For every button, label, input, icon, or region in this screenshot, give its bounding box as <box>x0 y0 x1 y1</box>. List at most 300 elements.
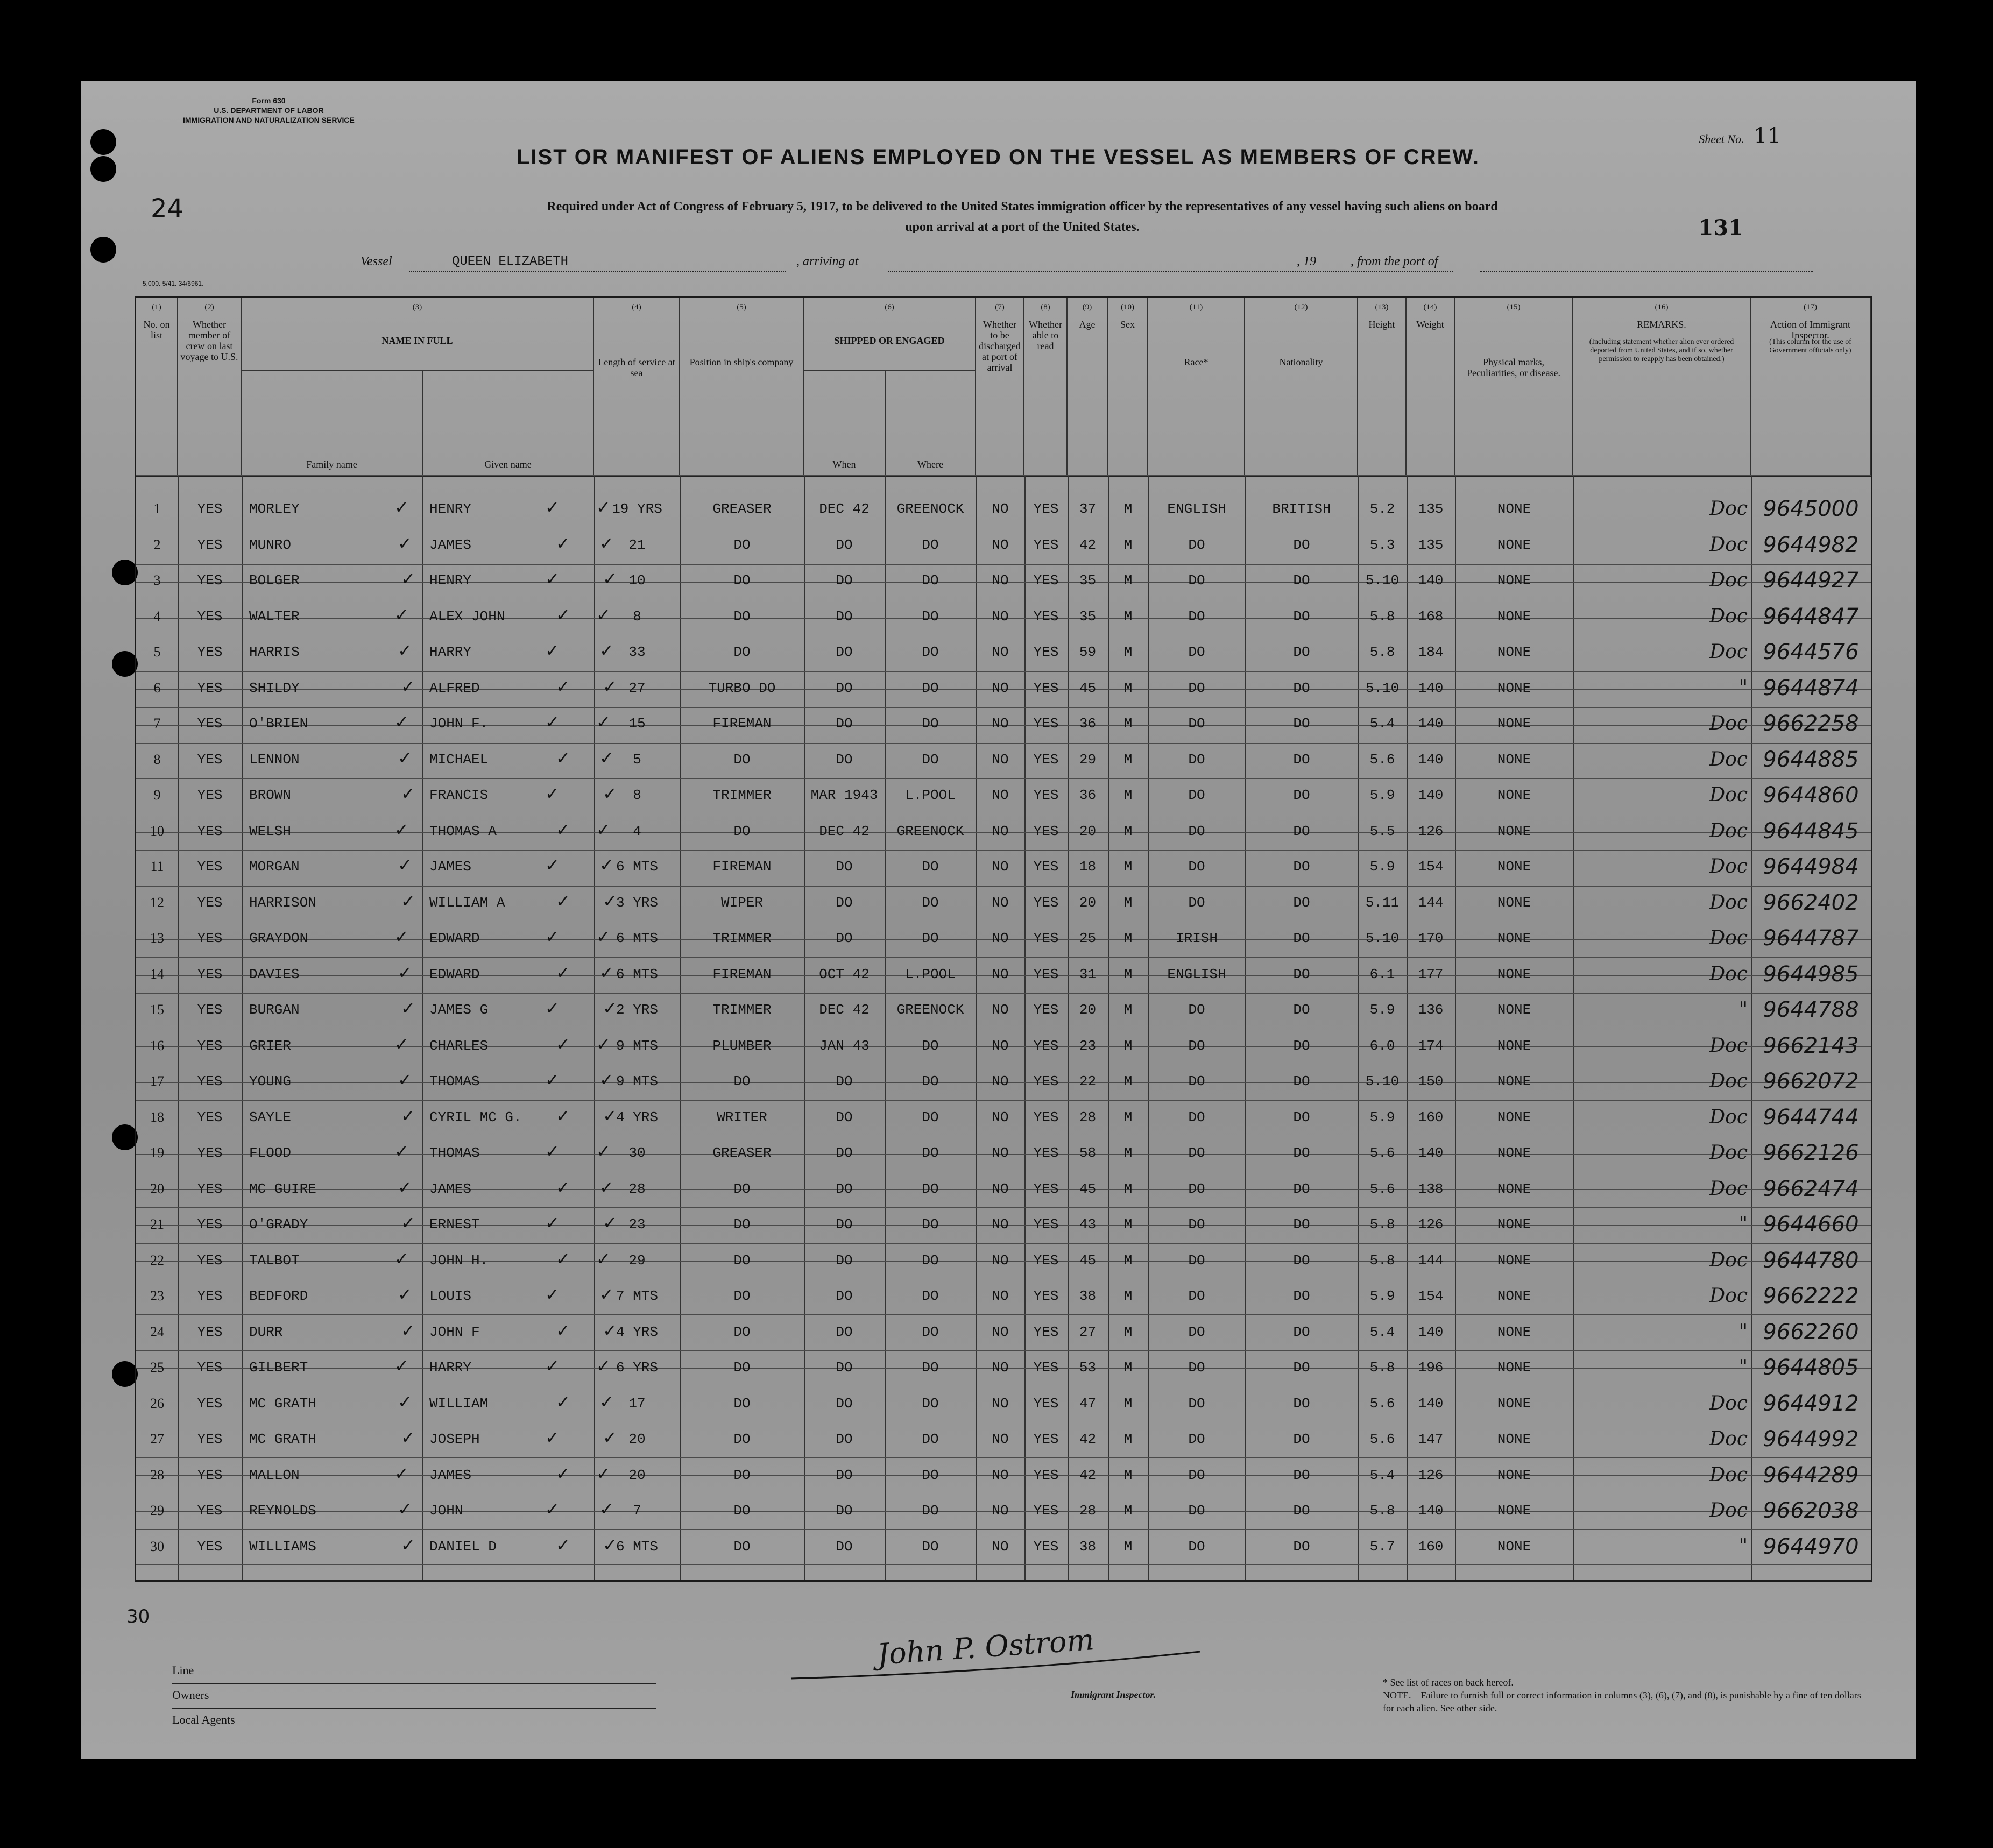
check-mark-icon: ✓ <box>394 497 409 518</box>
col-sex: M <box>1123 966 1133 982</box>
col-marks: NONE <box>1497 1360 1531 1376</box>
col-action: 9644874 <box>1763 675 1859 700</box>
col-height: 5.9 <box>1369 859 1395 875</box>
col-service: 9 MTS <box>616 1073 658 1089</box>
col-crew: YES <box>197 1073 223 1089</box>
column-number: (9) <box>1082 303 1092 311</box>
col-crew: YES <box>197 679 223 696</box>
col-marks: NONE <box>1497 859 1531 875</box>
col-weight: 140 <box>1418 1395 1444 1412</box>
column-label: Sex <box>1120 319 1135 330</box>
col-marks: NONE <box>1497 572 1531 589</box>
col-nationality: DO <box>1293 536 1310 553</box>
col-remarks: Doc <box>1709 605 1748 627</box>
col-age: 20 <box>1079 823 1097 839</box>
col-discharged: NO <box>992 1323 1009 1340</box>
col-service: 6 YRS <box>616 1360 658 1376</box>
col-sex: M <box>1123 1323 1133 1340</box>
col-when: DO <box>836 1538 853 1555</box>
col-weight: 154 <box>1418 1288 1444 1304</box>
col-family: BEDFORD <box>249 1288 308 1304</box>
check-mark-icon: ✓ <box>394 1463 409 1484</box>
col-no: 6 <box>153 679 161 696</box>
col-discharged: NO <box>992 787 1009 803</box>
col-discharged: NO <box>992 501 1009 517</box>
column-label: Physical marks, Peculiarities, or disease. <box>1467 357 1560 378</box>
department-name: U.S. DEPARTMENT OF LABOR <box>214 106 324 115</box>
col-when: DO <box>836 1180 853 1197</box>
col-race: DO <box>1188 608 1205 625</box>
col-crew: YES <box>197 1467 223 1483</box>
col-height: 5.8 <box>1369 608 1395 625</box>
col-where: DO <box>922 716 939 732</box>
table-row <box>136 527 1871 563</box>
check-mark-icon: ✓ <box>545 855 560 875</box>
col-race: DO <box>1188 1503 1205 1519</box>
column-number: (6) <box>885 303 894 311</box>
col-race: DO <box>1188 859 1205 875</box>
col-no: 10 <box>150 823 164 839</box>
col-remarks: Doc <box>1709 1106 1748 1128</box>
col-age: 31 <box>1079 966 1097 982</box>
col-read: YES <box>1033 572 1059 589</box>
col-discharged: NO <box>992 1467 1009 1483</box>
col-when: DEC 42 <box>819 501 870 517</box>
year-label: , 19 <box>1297 254 1316 268</box>
col-when: DO <box>836 1323 853 1340</box>
col-weight: 126 <box>1418 823 1444 839</box>
column-sub-label: Family name <box>306 459 357 470</box>
table-row <box>136 670 1871 706</box>
col-race: DO <box>1188 716 1205 732</box>
col-position: DO <box>733 1431 751 1447</box>
col-where: DO <box>922 608 939 625</box>
col-race: DO <box>1188 1145 1205 1161</box>
col-race: DO <box>1188 536 1205 553</box>
col-action: 9644845 <box>1763 818 1859 844</box>
col-position: TRIMMER <box>712 930 772 946</box>
col-position: DO <box>733 1288 751 1304</box>
header-col-3 <box>242 298 594 475</box>
col-action: 9644289 <box>1763 1462 1859 1488</box>
page-number: 131 <box>1698 215 1743 240</box>
col-race: DO <box>1188 1467 1205 1483</box>
col-action: 9662126 <box>1763 1141 1859 1165</box>
col-given: HENRY <box>429 501 472 517</box>
col-age: 58 <box>1079 1145 1097 1161</box>
col-remarks: Doc <box>1709 1428 1748 1450</box>
column-number: (4) <box>632 303 641 311</box>
col-crew: YES <box>197 751 223 768</box>
table-row <box>136 849 1871 885</box>
header-col-4 <box>594 298 680 475</box>
col-when: DO <box>836 644 853 660</box>
check-mark-icon: ✓ <box>401 1105 415 1126</box>
check-mark-icon: ✓ <box>545 497 560 518</box>
col-marks: NONE <box>1497 1503 1531 1519</box>
col-when: DO <box>836 1073 853 1089</box>
col-given: JAMES <box>429 1180 472 1197</box>
col-age: 43 <box>1079 1216 1097 1233</box>
col-age: 35 <box>1079 608 1097 625</box>
check-mark-icon: ✓ <box>599 855 614 875</box>
binder-hole <box>112 651 138 677</box>
arriving-underline <box>888 271 1453 272</box>
col-no: 30 <box>150 1538 164 1554</box>
check-mark-icon: ✓ <box>596 1033 611 1054</box>
manifest-table <box>135 296 1872 1582</box>
col-when: DO <box>836 572 853 589</box>
col-weight: 138 <box>1418 1180 1444 1197</box>
col-no: 7 <box>153 716 161 731</box>
col-read: YES <box>1033 859 1059 875</box>
check-mark-icon: ✓ <box>556 533 570 554</box>
col-marks: NONE <box>1497 1252 1531 1269</box>
col-when: DO <box>836 1431 853 1447</box>
col-position: DO <box>733 1216 751 1233</box>
col-weight: 140 <box>1418 716 1444 732</box>
col-remarks: " <box>1738 999 1748 1021</box>
col-height: 5.8 <box>1369 1216 1395 1233</box>
col-service: 2 YRS <box>616 1002 658 1018</box>
col-nationality: DO <box>1293 930 1310 946</box>
column-label: Whether able to read <box>1029 319 1062 351</box>
col-remarks: Doc <box>1709 891 1748 914</box>
col-read: YES <box>1033 501 1059 517</box>
col-when: DO <box>836 1467 853 1483</box>
col-family: GILBERT <box>249 1360 308 1376</box>
col-read: YES <box>1033 536 1059 553</box>
col-crew: YES <box>197 1360 223 1376</box>
sheet-number-label: Sheet No. <box>1699 132 1744 146</box>
table-row <box>136 813 1871 849</box>
check-mark-icon: ✓ <box>545 1284 560 1305</box>
col-marks: NONE <box>1497 608 1531 625</box>
check-mark-icon: ✓ <box>545 569 560 589</box>
col-action: 9644744 <box>1763 1104 1859 1130</box>
col-discharged: NO <box>992 1145 1009 1161</box>
col-where: DO <box>922 1395 939 1412</box>
penalty-note: NOTE.—Failure to furnish full or correct information in columns (3), (6), (7), and (8), is punishable by a fine of ten dollars for each alien. See other side. <box>1383 1690 1861 1714</box>
col-marks: NONE <box>1497 679 1531 696</box>
col-given: HENRY <box>429 572 472 589</box>
check-mark-icon: ✓ <box>596 926 611 947</box>
check-mark-icon: ✓ <box>398 747 412 768</box>
table-row <box>136 706 1871 742</box>
col-height: 6.1 <box>1369 966 1395 982</box>
col-race: DO <box>1188 1360 1205 1376</box>
col-when: DO <box>836 859 853 875</box>
form-number: Form 630 <box>252 96 286 105</box>
col-discharged: NO <box>992 1431 1009 1447</box>
col-discharged: NO <box>992 1216 1009 1233</box>
col-when: JAN 43 <box>819 1037 870 1054</box>
col-discharged: NO <box>992 1538 1009 1555</box>
col-height: 5.9 <box>1369 787 1395 803</box>
column-label: Age <box>1079 319 1096 330</box>
col-age: 36 <box>1079 787 1097 803</box>
col-discharged: NO <box>992 679 1009 696</box>
col-weight: 170 <box>1418 930 1444 946</box>
col-marks: NONE <box>1497 894 1531 911</box>
col-no: 13 <box>150 930 164 946</box>
col-action: 9662143 <box>1763 1033 1859 1058</box>
col-age: 42 <box>1079 536 1097 553</box>
col-crew: YES <box>197 1395 223 1412</box>
check-mark-icon: ✓ <box>394 819 409 840</box>
col-when: DO <box>836 716 853 732</box>
col-height: 5.7 <box>1369 1538 1395 1555</box>
col-weight: 135 <box>1418 501 1444 517</box>
check-mark-icon: ✓ <box>556 962 570 983</box>
binder-hole <box>112 1361 138 1387</box>
check-mark-icon: ✓ <box>394 604 409 625</box>
check-mark-icon: ✓ <box>603 890 617 911</box>
table-row <box>136 491 1871 527</box>
column-label: Nationality <box>1279 357 1323 367</box>
col-sex: M <box>1123 1145 1133 1161</box>
check-mark-icon: ✓ <box>394 1248 409 1269</box>
col-where: DO <box>922 1323 939 1340</box>
col-given: HARRY <box>429 1360 472 1376</box>
col-weight: 147 <box>1418 1431 1444 1447</box>
col-nationality: DO <box>1293 1109 1310 1125</box>
col-where: GREENOCK <box>896 1002 964 1018</box>
table-row <box>136 1207 1871 1243</box>
column-number: (14) <box>1423 303 1437 311</box>
col-nationality: DO <box>1293 1288 1310 1304</box>
col-height: 5.8 <box>1369 1503 1395 1519</box>
col-no: 21 <box>150 1216 164 1232</box>
col-remarks: Doc <box>1709 927 1748 949</box>
col-given: MICHAEL <box>429 751 489 768</box>
subtitle-line-2: upon arrival at a port of the United States. <box>905 220 1140 234</box>
column-label: Height <box>1368 319 1395 330</box>
check-mark-icon: ✓ <box>556 1391 570 1412</box>
subtitle-line-1: Required under Act of Congress of February 5, 1917, to be delivered to the United States immigration officer by the representatives of any vessel having such aliens on board <box>547 200 1498 214</box>
table-row <box>136 1421 1871 1457</box>
column-number: (5) <box>737 303 746 311</box>
bottom-handwriting: 30 <box>126 1606 150 1627</box>
col-read: YES <box>1033 1503 1059 1519</box>
col-sex: M <box>1123 1002 1133 1018</box>
check-mark-icon: ✓ <box>599 1391 614 1412</box>
col-weight: 168 <box>1418 608 1444 625</box>
col-service: 8 <box>633 787 641 803</box>
check-mark-icon: ✓ <box>545 640 560 661</box>
col-remarks: " <box>1738 676 1748 699</box>
check-mark-icon: ✓ <box>545 783 560 804</box>
port-label: , from the port of <box>1351 254 1438 268</box>
col-weight: 184 <box>1418 644 1444 660</box>
header-col-10 <box>1108 298 1148 475</box>
check-mark-icon: ✓ <box>599 962 614 983</box>
col-when: DO <box>836 930 853 946</box>
header-col-5 <box>680 298 804 475</box>
col-given: LOUIS <box>429 1288 472 1304</box>
header-col-15 <box>1455 298 1573 475</box>
col-where: DO <box>922 1538 939 1555</box>
col-crew: YES <box>197 536 223 553</box>
col-discharged: NO <box>992 1073 1009 1089</box>
col-age: 20 <box>1079 894 1097 911</box>
col-when: DO <box>836 751 853 768</box>
col-sex: M <box>1123 823 1133 839</box>
col-remarks: Doc <box>1709 784 1748 806</box>
header-col-8 <box>1024 298 1068 475</box>
col-age: 38 <box>1079 1538 1097 1555</box>
col-sex: M <box>1123 608 1133 625</box>
col-sex: M <box>1123 1395 1133 1412</box>
col-age: 18 <box>1079 859 1097 875</box>
col-race: DO <box>1188 751 1205 768</box>
col-family: REYNOLDS <box>249 1503 316 1519</box>
col-remarks: Doc <box>1709 819 1748 842</box>
col-position: TURBO DO <box>708 679 776 696</box>
col-no: 20 <box>150 1180 164 1196</box>
check-mark-icon: ✓ <box>398 640 412 661</box>
col-weight: 140 <box>1418 1145 1444 1161</box>
col-read: YES <box>1033 1323 1059 1340</box>
col-action: 9644885 <box>1763 747 1859 772</box>
col-weight: 140 <box>1418 572 1444 589</box>
col-height: 6.0 <box>1369 1037 1395 1054</box>
col-nationality: DO <box>1293 1503 1310 1519</box>
col-age: 23 <box>1079 1037 1097 1054</box>
col-age: 28 <box>1079 1503 1097 1519</box>
column-number: (12) <box>1294 303 1308 311</box>
col-sex: M <box>1123 930 1133 946</box>
col-where: DO <box>922 1467 939 1483</box>
col-race: DO <box>1188 679 1205 696</box>
col-weight: 135 <box>1418 536 1444 553</box>
check-mark-icon: ✓ <box>401 569 415 589</box>
col-family: SAYLE <box>249 1109 292 1125</box>
col-family: GRAYDON <box>249 930 308 946</box>
col-read: YES <box>1033 1431 1059 1447</box>
check-mark-icon: ✓ <box>603 783 617 804</box>
col-nationality: DO <box>1293 823 1310 839</box>
column-note: (This column for the use of Government officials only) <box>1769 338 1851 355</box>
col-nationality: DO <box>1293 1323 1310 1340</box>
table-row <box>136 1457 1871 1493</box>
col-action: 9644847 <box>1763 604 1859 629</box>
check-mark-icon: ✓ <box>398 1499 412 1519</box>
col-action: 9644984 <box>1763 854 1859 879</box>
col-position: GREASER <box>712 1145 772 1161</box>
col-age: 53 <box>1079 1360 1097 1376</box>
check-mark-icon: ✓ <box>596 1141 611 1162</box>
binder-hole <box>112 1124 138 1150</box>
col-where: DO <box>922 572 939 589</box>
col-age: 25 <box>1079 930 1097 946</box>
col-sex: M <box>1123 859 1133 875</box>
col-when: DO <box>836 1360 853 1376</box>
col-crew: YES <box>197 644 223 660</box>
column-number: (8) <box>1041 303 1050 311</box>
col-service: 3 YRS <box>616 894 658 911</box>
col-no: 26 <box>150 1395 164 1411</box>
col-read: YES <box>1033 1109 1059 1125</box>
col-age: 47 <box>1079 1395 1097 1412</box>
col-nationality: DO <box>1293 1180 1310 1197</box>
col-sex: M <box>1123 716 1133 732</box>
col-age: 35 <box>1079 572 1097 589</box>
col-position: DO <box>733 1360 751 1376</box>
col-where: DO <box>922 930 939 946</box>
column-label: No. on list <box>143 319 170 341</box>
column-note: (Including statement whether alien ever ordered deported from United States, and if so, whether permission to reapply has been obtained.) <box>1589 338 1734 363</box>
col-given: JOHN F. <box>429 716 489 732</box>
col-marks: NONE <box>1497 1109 1531 1125</box>
col-age: 45 <box>1079 679 1097 696</box>
col-crew: YES <box>197 572 223 589</box>
vessel-name: QUEEN ELIZABETH <box>452 254 569 269</box>
table-row <box>136 1100 1871 1136</box>
col-nationality: DO <box>1293 1002 1310 1018</box>
col-no: 25 <box>150 1360 164 1375</box>
col-given: THOMAS <box>429 1145 480 1161</box>
col-crew: YES <box>197 501 223 517</box>
col-crew: YES <box>197 1180 223 1197</box>
col-given: ALEX JOHN <box>429 608 505 625</box>
table-row <box>136 742 1871 778</box>
column-label: Whether member of crew on last voyage to U.S. <box>180 319 238 362</box>
col-family: MC GUIRE <box>249 1180 316 1197</box>
col-given: EDWARD <box>429 966 480 982</box>
col-given: THOMAS A <box>429 823 497 839</box>
table-row <box>136 1243 1871 1279</box>
col-no: 9 <box>153 787 161 803</box>
col-marks: NONE <box>1497 1395 1531 1412</box>
check-mark-icon: ✓ <box>599 747 614 768</box>
header-col-12 <box>1245 298 1358 475</box>
local-agents-label: Local Agents <box>172 1713 235 1726</box>
col-race: DO <box>1188 1037 1205 1054</box>
col-race: DO <box>1188 1288 1205 1304</box>
col-where: DO <box>922 1431 939 1447</box>
check-mark-icon: ✓ <box>603 1213 617 1233</box>
col-race: DO <box>1188 1538 1205 1555</box>
col-when: MAR 1943 <box>810 787 878 803</box>
col-sex: M <box>1123 894 1133 911</box>
col-position: DO <box>733 1503 751 1519</box>
col-given: JAMES <box>429 859 472 875</box>
col-where: DO <box>922 644 939 660</box>
table-row <box>136 599 1871 635</box>
col-age: 38 <box>1079 1288 1097 1304</box>
check-mark-icon: ✓ <box>401 676 415 697</box>
col-remarks: Doc <box>1709 1142 1748 1164</box>
col-family: GRIER <box>249 1037 292 1054</box>
col-service: 4 YRS <box>616 1323 658 1340</box>
vessel-label: Vessel <box>361 254 392 268</box>
col-nationality: DO <box>1293 1145 1310 1161</box>
col-where: GREENOCK <box>896 501 964 517</box>
col-weight: 126 <box>1418 1216 1444 1233</box>
col-action: 9644660 <box>1763 1212 1859 1237</box>
col-no: 12 <box>150 894 164 910</box>
check-mark-icon: ✓ <box>545 712 560 732</box>
col-weight: 177 <box>1418 966 1444 982</box>
col-marks: NONE <box>1497 1180 1531 1197</box>
check-mark-icon: ✓ <box>398 533 412 554</box>
col-marks: NONE <box>1497 1431 1531 1447</box>
table-row <box>136 885 1871 921</box>
col-family: WALTER <box>249 608 300 625</box>
col-height: 5.11 <box>1365 894 1400 911</box>
col-discharged: NO <box>992 572 1009 589</box>
